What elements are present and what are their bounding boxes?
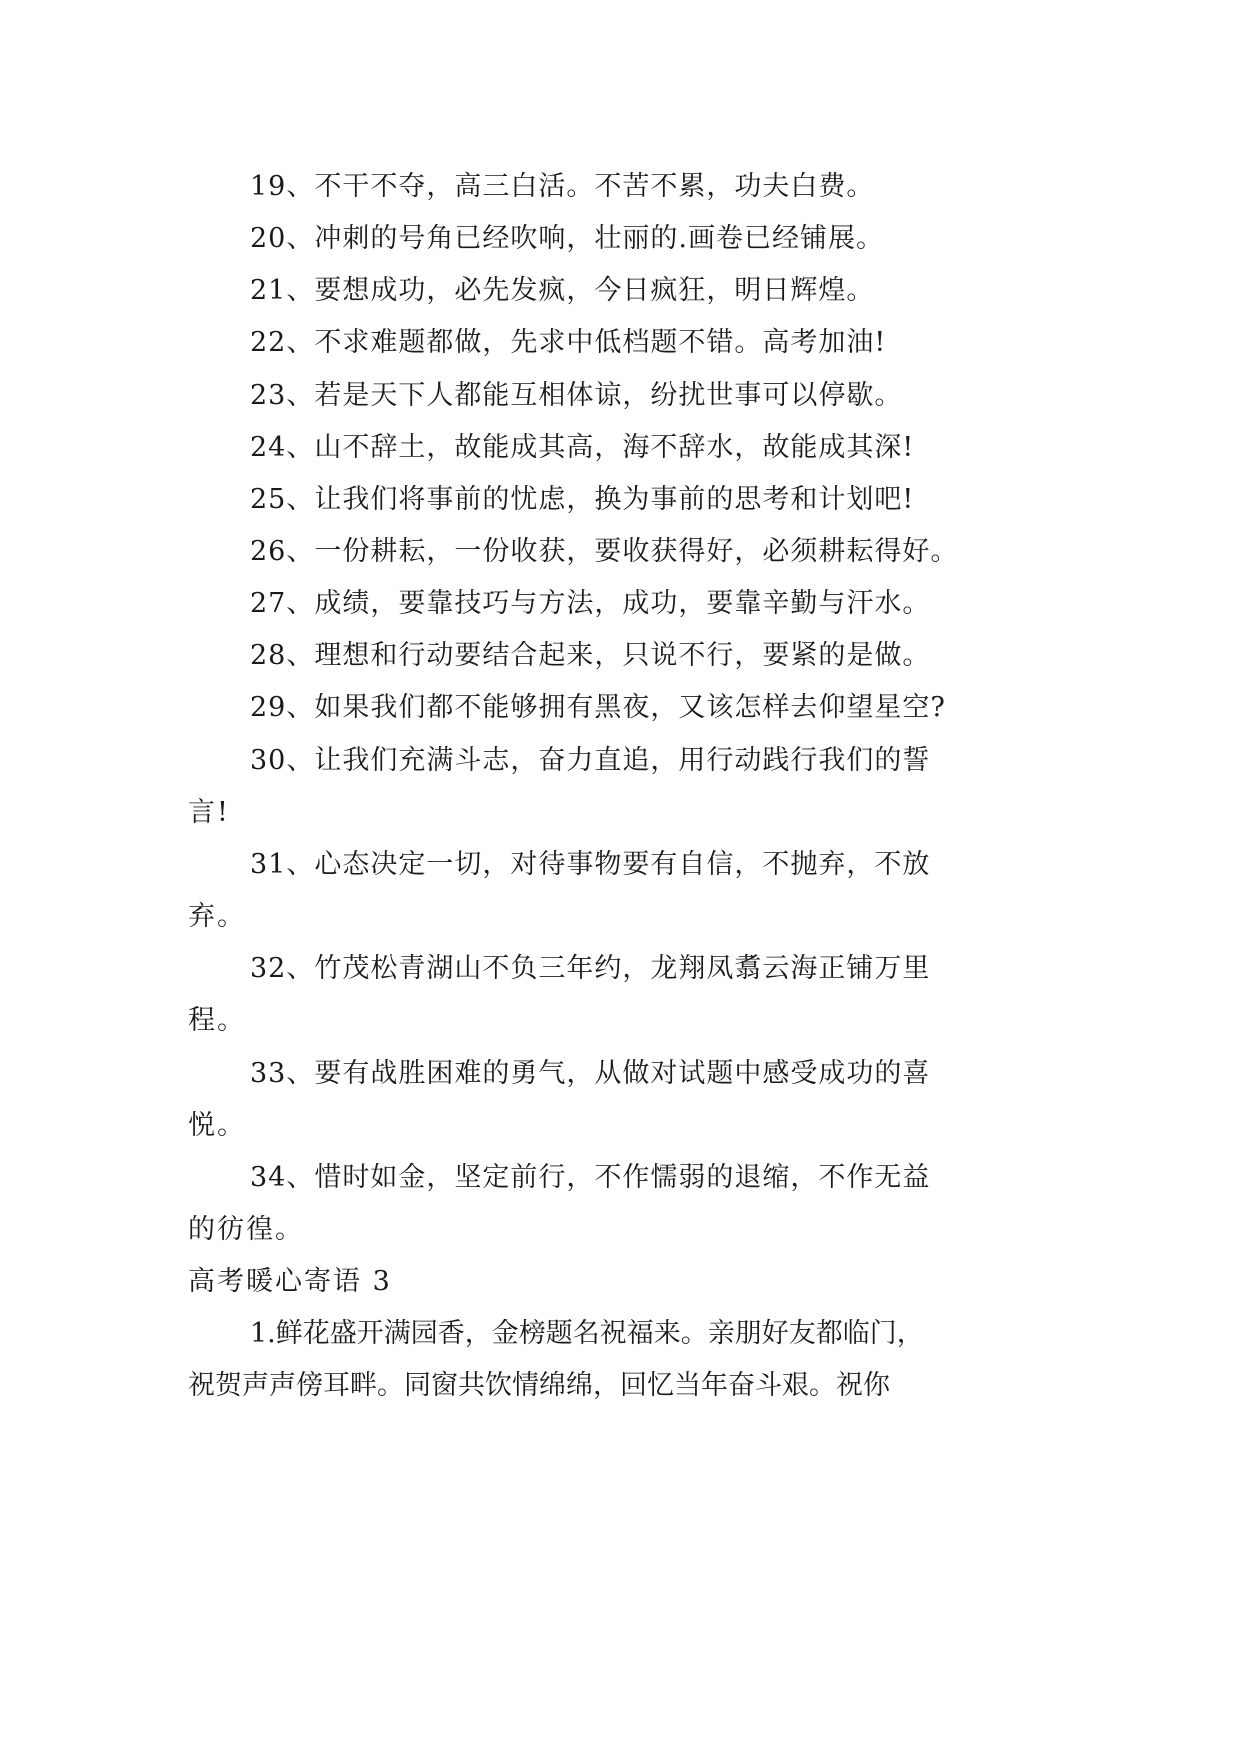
text-line-34-cont: 的彷徨。 [188,1214,304,1245]
text-line-22: 22、不求难题都做，先求中低档题不错。高考加油! [250,327,887,358]
text-line-26: 26、一份耕耘，一份收获，要收获得好，必须耕耘得好。 [250,536,959,567]
text-line-3-1-cont: 祝贺声声傍耳畔。同窗共饮情绵绵，回忆当年奋斗艰。祝你 [188,1370,890,1401]
text-line-25: 25、让我们将事前的忧虑，换为事前的思考和计划吧! [250,484,915,515]
text-line-3-1: 1.鲜花盛开满园香，金榜题名祝福来。亲朋好友都临门， [250,1318,924,1349]
text-line-30: 30、让我们充满斗志，奋力直追，用行动践行我们的誓 [250,745,931,776]
text-line-32: 32、竹茂松青湖山不负三年约，龙翔凤翥云海正铺万里 [250,953,931,984]
text-line-27: 27、成绩，要靠技巧与方法，成功，要靠辛勤与汗水。 [250,588,931,619]
section-heading: 高考暖心寄语 3 [188,1266,392,1297]
text-line-24: 24、山不辞土，故能成其高，海不辞水，故能成其深! [250,432,915,463]
text-line-28: 28、理想和行动要结合起来，只说不行，要紧的是做。 [250,640,931,671]
text-line-34: 34、惜时如金，坚定前行，不作懦弱的退缩，不作无益 [250,1162,931,1193]
text-line-33: 33、要有战胜困难的勇气，从做对试题中感受成功的喜 [250,1058,931,1089]
text-line-21: 21、要想成功，必先发疯，今日疯狂，明日辉煌。 [250,275,875,306]
text-line-29: 29、如果我们都不能够拥有黑夜，又该怎样去仰望星空? [250,692,946,723]
text-line-33-cont: 悦。 [188,1110,246,1141]
text-line-31: 31、心态决定一切，对待事物要有自信，不抛弃，不放 [250,849,931,880]
text-line-30-cont: 言! [188,797,230,828]
text-line-32-cont: 程。 [188,1005,246,1036]
text-line-20: 20、冲刺的号角已经吹响，壮丽的.画卷已经铺展。 [250,223,884,254]
text-line-19: 19、不干不夺，高三白活。不苦不累，功夫白费。 [250,171,875,202]
text-line-23: 23、若是天下人都能互相体谅，纷扰世事可以停歇。 [250,380,903,411]
text-line-31-cont: 弃。 [188,901,246,932]
